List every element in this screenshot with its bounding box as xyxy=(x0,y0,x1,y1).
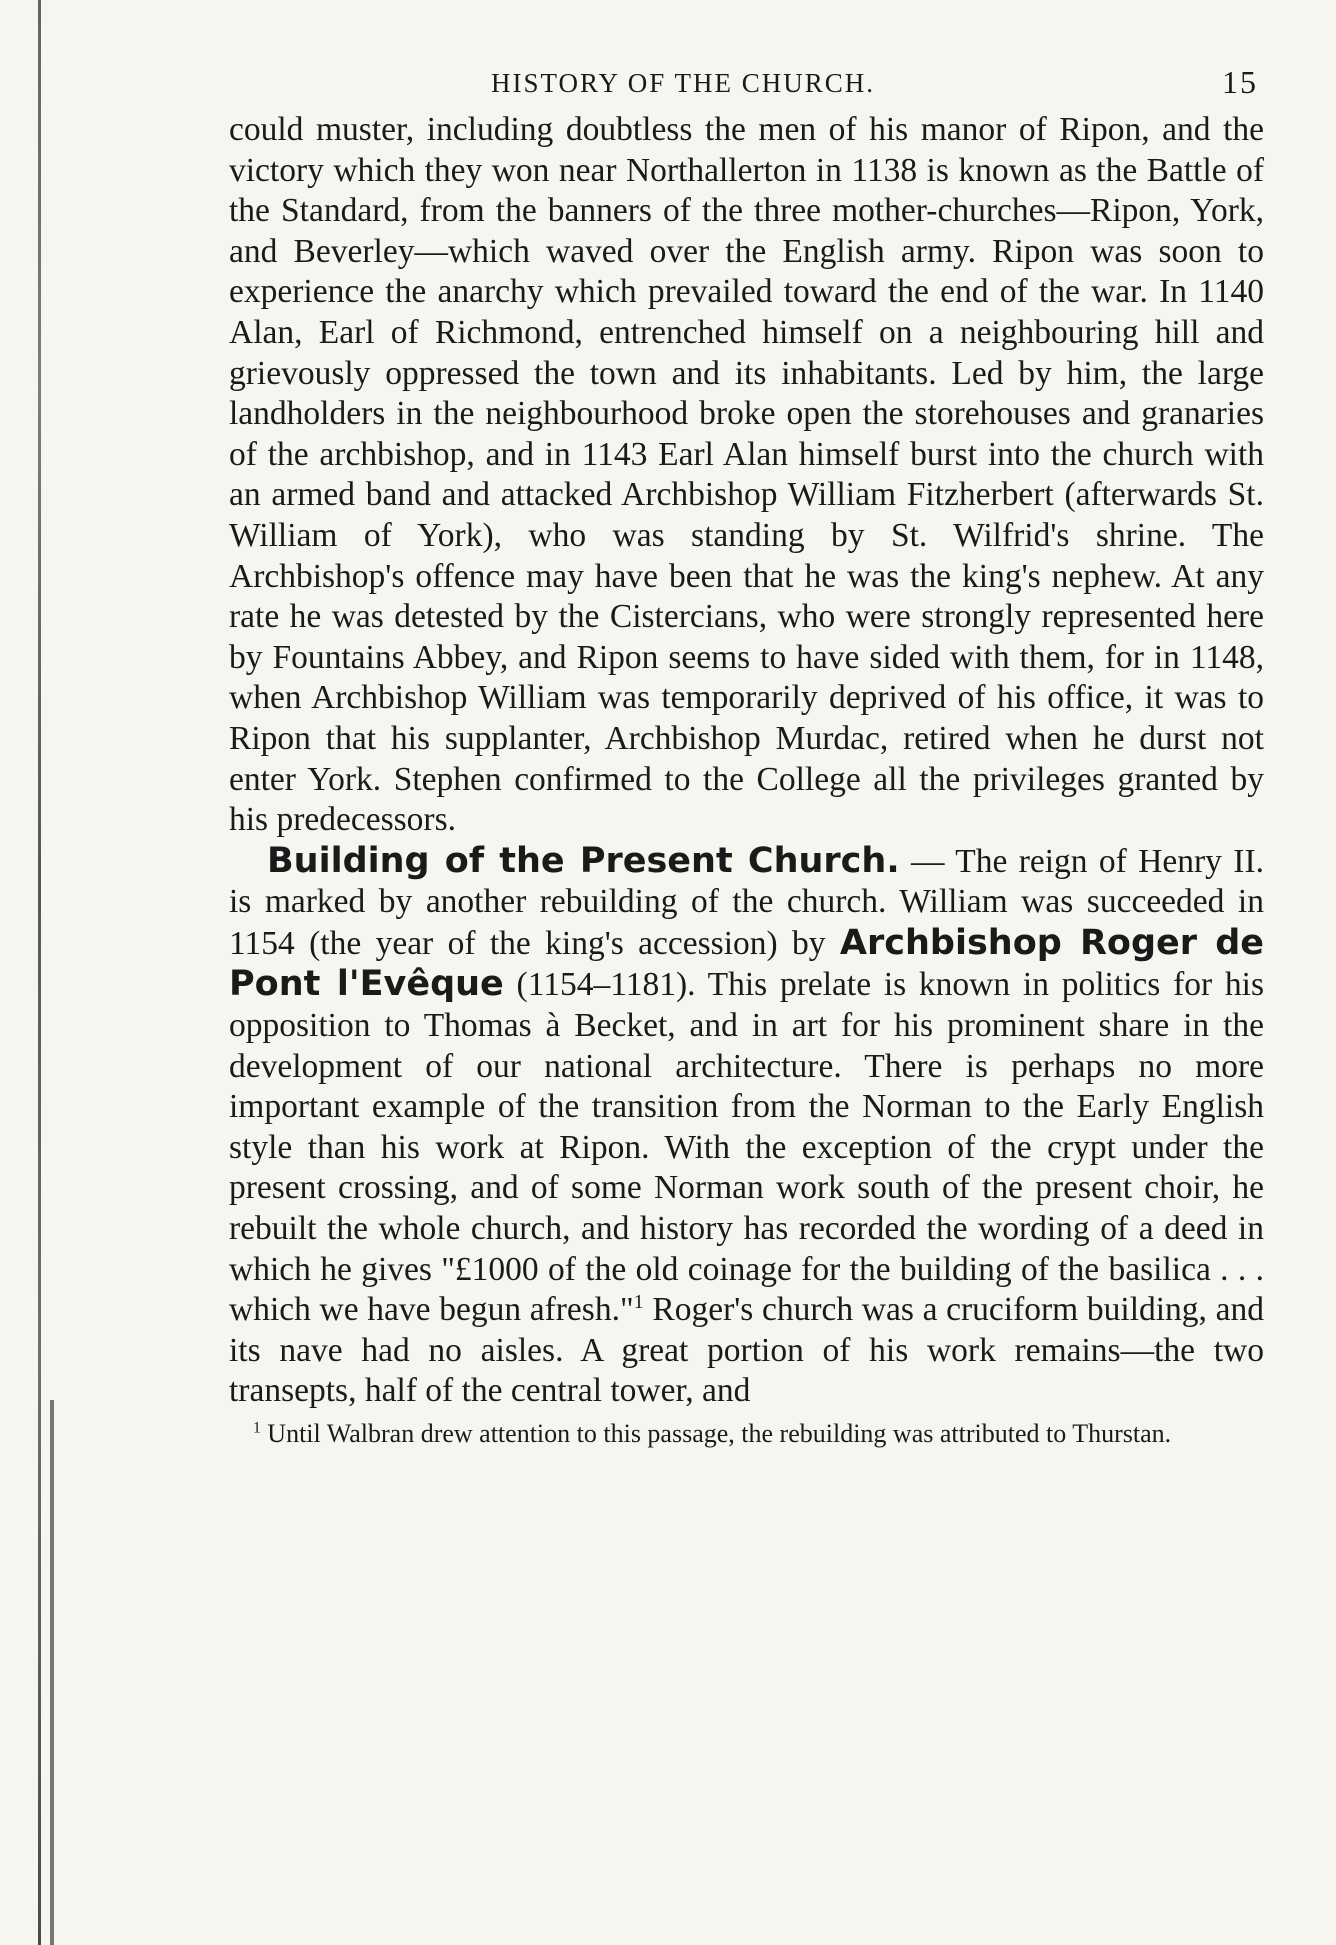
paragraph-continuation: could muster, including doubtless the men of his manor of Ripon, and the victory which they won near Northallerton in 1138 is known as the Battle of the Standard, from the banners of the three mother-churches—Ripon, York, and Beverley—which waved over the English army. Ripon was soon to experience the anarchy which prevailed toward the end of the war. In 1140 Alan, Earl of Richmond, entrenched himself on a neighbouring hill and grievously oppressed the town and its inhabitants. Led by him, the large landholders in the neighbourhood broke open the storehouses and granaries of the archbishop, and in 1143 Earl Alan himself burst into the church with an armed band and attacked Archbishop William Fitzherbert (afterwards St. William of York), who was standing by St. Wilfrid's shrine. The Archbishop's offence may have been that he was the king's nephew. At any rate he was detested by the Cistercians, who were strongly represented here by Fountains Abbey, and Ripon seems to have sided with them, for in 1148, when Archbishop William was temporarily deprived of his office, it was to Ripon that his supplanter, Archbishop Murdac, retired when he durst not enter York. Stephen confirmed to the College all the privileges granted by his predecessors. xyxy=(229,111,1264,839)
running-head-title: HISTORY OF THE CHURCH. xyxy=(491,68,876,98)
paragraph-building xyxy=(229,841,1264,1412)
body-text xyxy=(229,110,1264,1412)
section-heading: Building of the Present Church. xyxy=(267,840,900,881)
footnote xyxy=(229,1418,1264,1450)
archbishop-name: Archbishop Roger de Pont l'Evêque xyxy=(229,922,1264,1005)
paragraph-text-c: Roger's church was a cruciform building, and its nave had no aisles. A great portion of his work remains—the two transepts, half of the central tower, and xyxy=(229,1291,1264,1410)
footnote-reference: 1 xyxy=(633,1291,644,1314)
paragraph-text-b: (1154–1181). This prelate is known in politics for his opposition to Thomas à Becket, and in art for his prominent share in the development of our national architecture. There is perhaps no more important example of the transition from the Norman to the Early English style than his work at Ripon. With the exception of the crypt under the present crossing, and of some Norman work south of the present choir, he rebuilt the whole church, and history has recorded the wording of a deed in which he gives "£1000 of the old coinage for the building of the basilica . . . which we have begun afresh." xyxy=(229,966,1264,1329)
footnote-text: Until Walbran drew attention to this passage, the rebuilding was attributed to Thurstan. xyxy=(260,1419,1172,1448)
footnote-marker: 1 xyxy=(253,1419,261,1437)
page-number: 15 xyxy=(1222,64,1258,100)
paragraph-text-a: — The reign of Henry II. is marked by another rebuilding of the church. William was succeeded in 1154 (the year of the king's accession) by xyxy=(229,842,1264,962)
running-head xyxy=(229,60,1264,110)
gutter-binding-shadow xyxy=(50,1400,54,1945)
book-page xyxy=(229,60,1264,1450)
gutter-binding-edge xyxy=(38,0,41,1945)
footnotes xyxy=(229,1418,1264,1450)
